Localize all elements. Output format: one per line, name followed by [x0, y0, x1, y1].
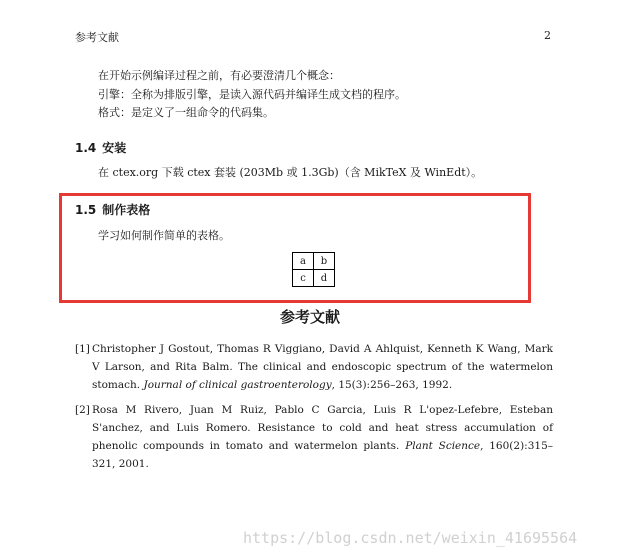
reference-journal: Journal of clinical gastroenterology: [143, 379, 332, 391]
table-row: [293, 253, 335, 270]
section-title: 安装: [102, 141, 127, 155]
intro-line-3: 格式：是定义了一组命令的代码集。: [98, 106, 274, 119]
table-cell: d: [314, 270, 335, 287]
reference-authors: Christopher J Gostout, Thomas R Viggiano, David A Ahlquist, Kenneth K Wang, Mark V Larson, and Rita Balm. The clinical and endoscopic spectrum of the watermelon stomach.: [92, 343, 553, 391]
table-cell: c: [293, 270, 314, 287]
reference-details: , 160(2):315–321, 2001.: [92, 440, 553, 470]
reference-text: [92, 340, 553, 394]
reference-journal: Plant Science: [405, 440, 481, 452]
install-paragraph: 在 ctex.org 下载 ctex 套装 (203Mb 或 1.3Gb)（含 MikTeX 及 WinEdt）。: [98, 166, 483, 179]
section-number: 1.5: [75, 203, 97, 217]
reference-details: , 15(3):256–263, 1992.: [331, 379, 453, 391]
reference-item: [75, 401, 553, 473]
table-cell: a: [293, 253, 314, 270]
table-paragraph: 学习如何制作简单的表格。: [98, 229, 230, 242]
section-heading-table: [75, 201, 150, 218]
reference-label: [1]: [75, 343, 90, 355]
references-heading: 参考文献: [280, 308, 341, 326]
running-header-title: 参考文献: [75, 31, 119, 44]
reference-label: [2]: [75, 404, 90, 416]
section-title: 制作表格: [102, 203, 151, 217]
page-number: 2: [544, 29, 551, 42]
demo-table: [292, 252, 335, 287]
reference-text: [92, 401, 553, 473]
reference-authors: Rosa M Rivero, Juan M Ruiz, Pablo C Garcia, Luis R L'opez-Lefebre, Esteban S'anchez, and Luis Romero. Resistance to cold and heat stress accumulation of phenolic compounds in tomato and watermelon plants.: [92, 404, 553, 452]
reference-item: [75, 340, 553, 394]
watermark: https://blog.csdn.net/weixin_41695564: [243, 529, 578, 547]
intro-line-2: 引擎：全称为排版引擎，是读入源代码并编译生成文档的程序。: [98, 88, 406, 101]
table-cell: b: [314, 253, 335, 270]
section-heading-install: [75, 139, 126, 156]
intro-line-1: 在开始示例编译过程之前，有必要澄清几个概念：: [98, 69, 340, 82]
table-row: [293, 270, 335, 287]
section-number: 1.4: [75, 141, 97, 155]
